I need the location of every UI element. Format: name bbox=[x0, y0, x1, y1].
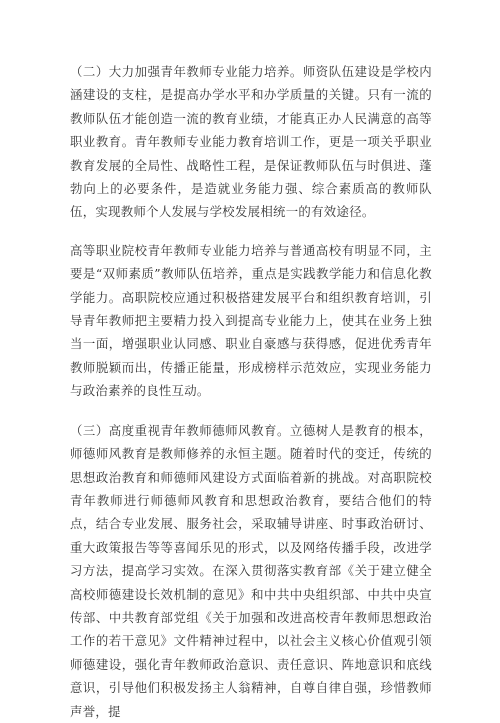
paragraph-dual-qualified-teachers: 高等职业院校青年教师专业能力培养与普通高校有明显不同，主要是“双师素质”教师队伍培养，重点是实践教学能力和信息化教学能力。高职院校应通过积极搭建发展平台和组织教育培训，引导青年教师把主要精力投入到提高专业能力上，使其在业务上独当一面，增强职业认同感、职业自豪感与获得感，促进优秀青年教师脱颖而出，传播正能量，形成榜样示范效应，实现业务能力与政治素养的良性互动。 bbox=[70, 242, 432, 399]
document-body bbox=[70, 60, 432, 723]
paragraph-teacher-ethics-education: （三）高度重视青年教师德师风教育。立德树人是教育的根本，师德师风教育是教师修养的永恒主题。随着时代的变迁，传统的思想政治教育和师德师风建设方式面临着新的挑战。对高职院校青年教师进行师德师风教育和思想政治教育，要结合他们的特点，结合专业发展、服务社会，采取辅导讲座、时事政治研讨、重大政策报告等等喜闻乐见的形式，以及网络传播手段，改进学习方法，提高学习实效。在深入贯彻落实教育部《关于建立健全高校师德建设长效机制的意见》和中共中央组织部、中共中央宣传部、中共教育部党组《关于加强和改进高校青年教师思想政治工作的若干意见》文件精神过程中，以社会主义核心价值观引领师德建设，强化青年教师政治意识、责任意识、阵地意识和底线意识，引导他们积极发扬主人翁精神，自尊自律自强，珍惜教师声誉，提 bbox=[70, 422, 432, 719]
paragraph-teacher-professional-ability: （二）大力加强青年教师专业能力培养。师资队伍建设是学校内涵建设的支柱，是提高办学水平和办学质量的关键。只有一流的教师队伍才能创造一流的教育业绩，才能真正办人民满意的高等职业教育。青年教师专业能力教育培训工作，更是一项关乎职业教育发展的全局性、战略性工程，是保证教师队伍与时俱进、蓬勃向上的必要条件，是造就业务能力强、综合素质高的教师队伍，实现教师个人发展与学校发展相统一的有效途径。 bbox=[70, 64, 432, 220]
